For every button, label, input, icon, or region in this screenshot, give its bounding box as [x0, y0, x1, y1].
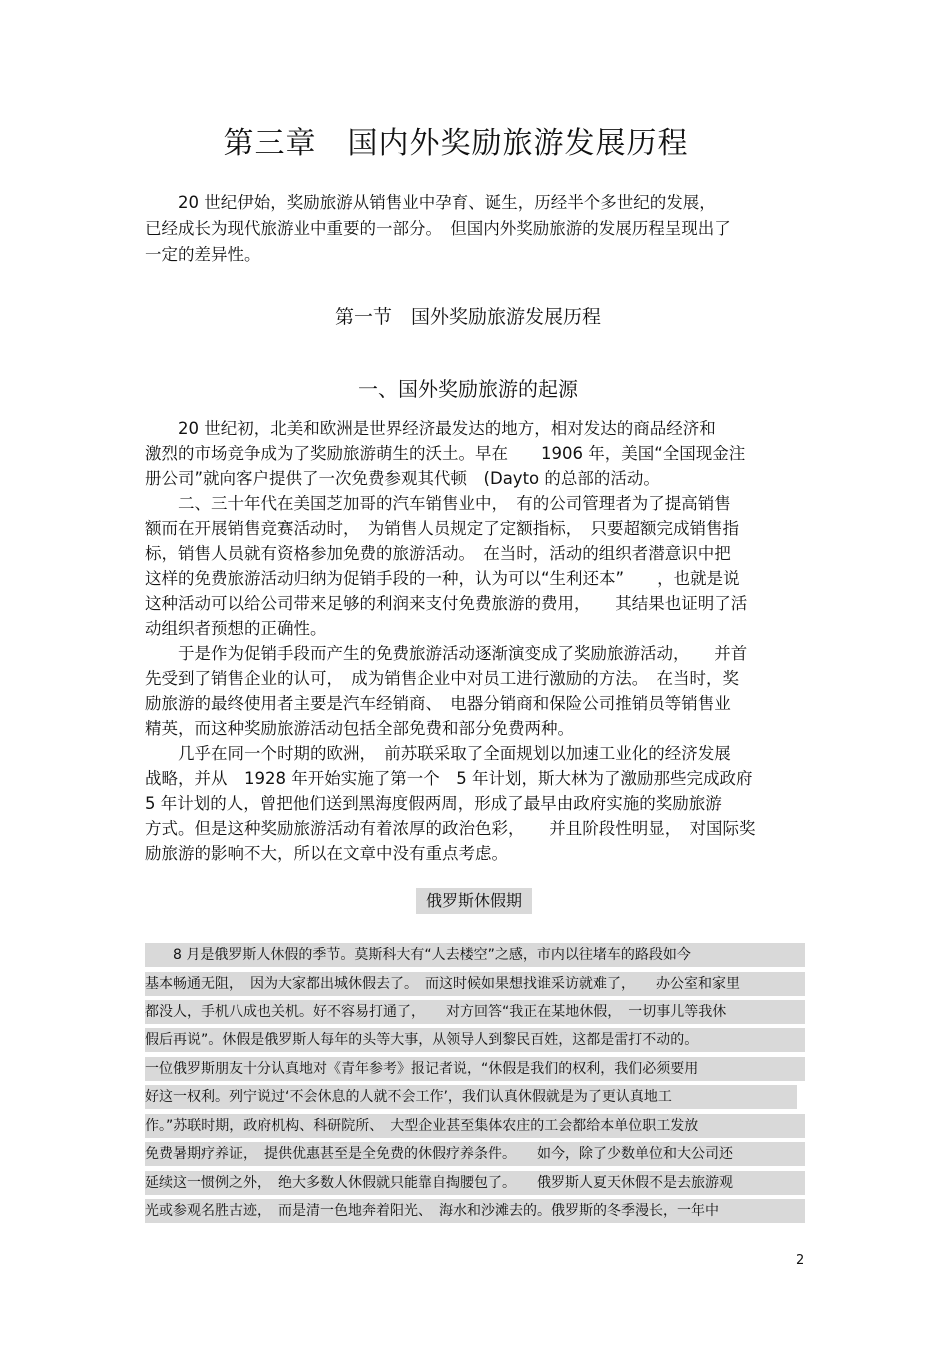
body-line: 动组织者预想的正确性。 — [145, 619, 327, 638]
boxed-text-line: 都没人，手机八成也关机。好不容易打通了， 对方回答“我正在某地休假， 一切事儿等我休 — [145, 1000, 805, 1024]
boxed-text-line: 假后再说”。休假是俄罗斯人每年的头等大事，从领导人到黎民百姓，这都是雷打不动的。 — [145, 1028, 805, 1052]
box-title: 俄罗斯休假期 — [416, 888, 532, 914]
body-line: 二、三十年代在美国芝加哥的汽车销售业中， 有的公司管理者为了提高销售 — [145, 494, 731, 513]
chapter-title: 第三章 国内外奖励旅游发展历程 — [223, 126, 689, 161]
body-line: 励旅游的影响不大，所以在文章中没有重点考虑。 — [145, 844, 508, 863]
body-line: 于是作为促销手段而产生的免费旅游活动逐渐演变成了奖励旅游活动， 并首 — [145, 644, 748, 663]
intro-line: 20 世纪伊始，奖励旅游从销售业中孕育、诞生，历经半个多世纪的发展， — [145, 193, 716, 212]
body-line: 标，销售人员就有资格参加免费的旅游活动。 在当时，活动的组织者潜意识中把 — [145, 544, 731, 563]
boxed-text-line: 好这一权利。列宁说过‘不会休息的人就不会工作’，我们认真休假就是为了更认真地工 — [145, 1085, 797, 1109]
body-line: 册公司”就向客户提供了一次免费参观其代顿 (Dayto 的总部的活动。 — [145, 469, 660, 488]
subsection-title: 一、国外奖励旅游的起源 — [358, 377, 578, 401]
body-line: 方式。但是这种奖励旅游活动有着浓厚的政治色彩， 并且阶段性明显， 对国际奖 — [145, 819, 756, 838]
boxed-text-line: 免费暑期疗养证， 提供优惠甚至是全免费的休假疗养条件。 如今，除了少数单位和大公司还 — [145, 1142, 805, 1166]
body-line: 20 世纪初，北美和欧洲是世界经济最发达的地方，相对发达的商品经济和 — [145, 419, 716, 438]
body-line: 战略，并从 1928 年开始实施了第一个 5 年计划，斯大林为了激励那些完成政府 — [145, 769, 753, 788]
boxed-text-line: 一位俄罗斯朋友十分认真地对《青年参考》报记者说，“休假是我们的权利，我们必须要用 — [145, 1057, 805, 1081]
intro-line: 已经成长为现代旅游业中重要的一部分。 但国内外奖励旅游的发展历程呈现出了 — [145, 219, 731, 238]
section-title: 第一节 国外奖励旅游发展历程 — [334, 306, 601, 328]
body-line: 先受到了销售企业的认可， 成为销售企业中对员工进行激励的方法。 在当时，奖 — [145, 669, 739, 688]
boxed-text-line: 延续这一惯例之外， 绝大多数人休假就只能靠自掏腰包了。 俄罗斯人夏天休假不是去旅游观 — [145, 1171, 805, 1195]
body-line: 几乎在同一个时期的欧洲， 前苏联采取了全面规划以加速工业化的经济发展 — [145, 744, 731, 763]
boxed-text-line: 基本畅通无阻， 因为大家都出城休假去了。 而这时候如果想找谁采访就难了， 办公室和家里 — [145, 972, 805, 996]
page-number: 2 — [796, 1253, 805, 1268]
boxed-text-line: 光或参观名胜古迹， 而是清一色地奔着阳光、 海水和沙滩去的。俄罗斯的冬季漫长，一年中 — [145, 1199, 805, 1223]
body-line: 精英，而这种奖励旅游活动包括全部免费和部分免费两种。 — [145, 719, 574, 738]
intro-line: 一定的差异性。 — [145, 245, 261, 264]
body-line: 激烈的市场竞争成为了奖励旅游萌生的沃土。早在 1906 年，美国“全国现金注 — [145, 444, 746, 463]
body-line: 励旅游的最终使用者主要是汽车经销商、 电器分销商和保险公司推销员等销售业 — [145, 694, 731, 713]
body-line: 这样的免费旅游活动归纳为促销手段的一种，认为可以“生利还本” ，也就是说 — [145, 569, 740, 588]
body-line: 这种活动可以给公司带来足够的利润来支付免费旅游的费用， 其结果也证明了活 — [145, 594, 748, 613]
body-line: 5 年计划的人，曾把他们送到黑海度假两周，形成了最早由政府实施的奖励旅游 — [145, 794, 722, 813]
boxed-text-line: 8 月是俄罗斯人休假的季节。莫斯科大有“人去楼空”之感，市内以往堵车的路段如今 — [145, 943, 805, 967]
boxed-text-line: 作。”苏联时期，政府机构、科研院所、 大型企业甚至集体农庄的工会都给本单位职工发放 — [145, 1114, 805, 1138]
body-line: 额而在开展销售竞赛活动时， 为销售人员规定了定额指标， 只要超额完成销售指 — [145, 519, 739, 538]
